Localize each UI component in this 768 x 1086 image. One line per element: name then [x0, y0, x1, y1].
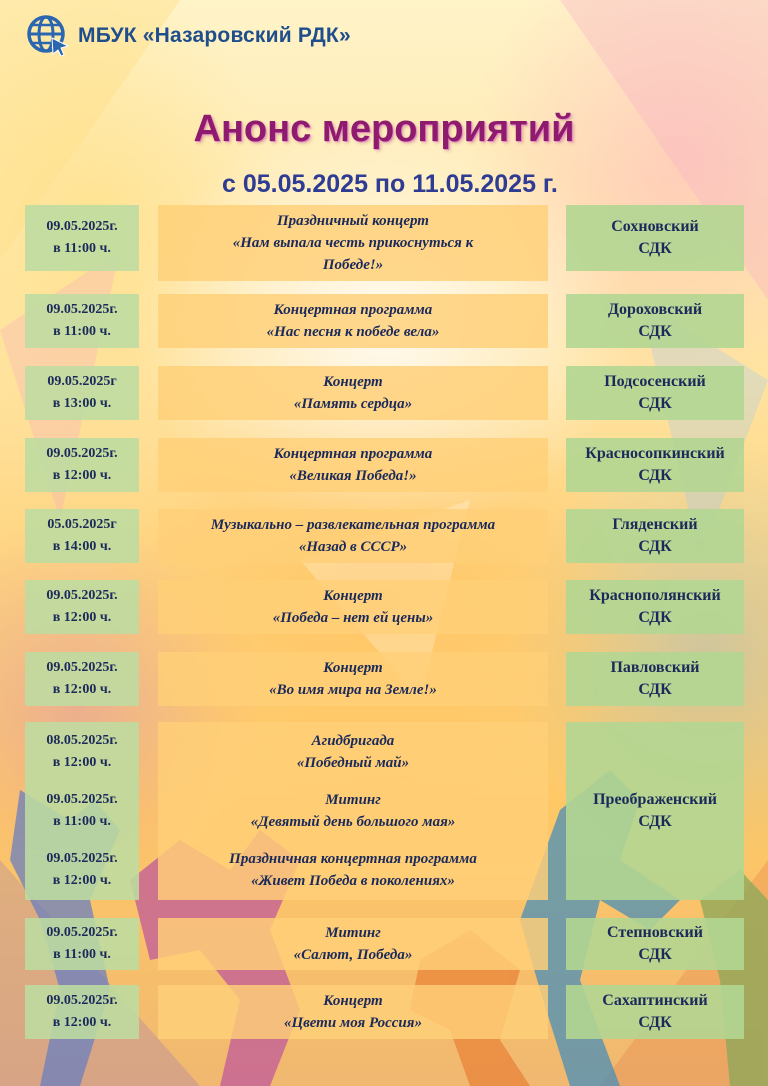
event-date: 09.05.2025г. [46, 791, 118, 807]
event-row [0, 580, 768, 634]
event-row-multi [0, 722, 768, 900]
date-cell [25, 918, 139, 970]
event-time: в 14:00 ч. [52, 539, 112, 554]
venue-cell [566, 722, 744, 900]
event-type: Концерт [323, 660, 383, 676]
event-date: 09.05.2025г. [46, 925, 118, 940]
date-range: с 05.05.2025 по 11.05.2025 г. [222, 170, 558, 198]
venue-cell [566, 652, 744, 706]
event-row [0, 366, 768, 420]
date-cell [25, 985, 139, 1039]
header [26, 14, 351, 58]
event-date: 05.05.2025г [47, 517, 117, 532]
event-title: «Победный май» [296, 754, 410, 771]
event-cell [158, 652, 548, 706]
venue-name: Преображенский [593, 791, 717, 808]
event-title: «Салют, Победа» [293, 947, 413, 963]
event-title: «Великая Победа!» [289, 468, 417, 484]
venue-name: Подсосенский [604, 373, 706, 390]
event-date: 08.05.2025г. [46, 732, 118, 748]
event-cell [158, 918, 548, 970]
venue-cell [566, 509, 744, 563]
event-time: в 12:00 ч. [52, 873, 112, 889]
venue-name: Краснополянский [589, 587, 721, 604]
event-date: 09.05.2025г. [46, 302, 118, 317]
event-type: Агидбригада [311, 732, 395, 749]
venue-type: СДК [638, 609, 672, 626]
date-cell [25, 438, 139, 492]
event-date: 09.05.2025г. [46, 993, 118, 1008]
date-block [46, 730, 117, 774]
event-row [0, 205, 768, 281]
organization-name: МБУК «Назаровский РДК» [78, 24, 351, 47]
event-date: 09.05.2025г. [46, 588, 118, 603]
event-date: 09.05.2025г. [46, 219, 118, 234]
venue-cell [566, 918, 744, 970]
venue-type: СДК [638, 681, 672, 698]
event-cell [158, 985, 548, 1039]
event-type: Концертная программа [273, 446, 433, 462]
venue-type: СДК [638, 538, 672, 555]
venue-cell [566, 438, 744, 492]
date-cell [25, 580, 139, 634]
event-time: в 12:00 ч. [52, 610, 112, 625]
event-time: в 11:00 ч. [53, 324, 111, 339]
venue-name: Степновский [607, 924, 703, 941]
event-cell [158, 509, 548, 563]
venue-name: Дороховский [607, 301, 703, 318]
event-row [0, 985, 768, 1039]
event-title: «Во имя мира на Земле!» [269, 682, 437, 698]
event-type: Концерт [323, 993, 383, 1009]
venue-type: СДК [638, 946, 672, 963]
venue-name: Павловский [610, 659, 700, 676]
event-time: в 12:00 ч. [52, 682, 112, 697]
venue-name: Красносопкинский [585, 445, 725, 462]
event-date: 09.05.2025г. [46, 660, 118, 675]
event-type: Праздничная концертная программа [229, 851, 477, 868]
event-cell [158, 722, 548, 900]
venue-cell [566, 580, 744, 634]
event-row [0, 294, 768, 348]
event-time: в 11:00 ч. [53, 241, 111, 256]
event-type: Праздничный концерт [277, 213, 429, 229]
event-block [297, 730, 409, 774]
venue-type: СДК [638, 467, 672, 484]
venue-type: СДК [638, 240, 672, 257]
venue-cell [566, 366, 744, 420]
event-time: в 11:00 ч. [53, 947, 111, 962]
event-title: «Назад в СССР» [298, 539, 408, 555]
event-cell [158, 438, 548, 492]
event-type: Концерт [323, 374, 383, 390]
event-time: в 11:00 ч. [53, 813, 111, 829]
date-cell [25, 205, 139, 271]
event-title: «Нам выпала честь прикоснуться к [232, 235, 474, 251]
event-title: «Память сердца» [293, 396, 413, 412]
event-title: «Девятый день большого мая» [250, 813, 456, 830]
event-cell [158, 366, 548, 420]
event-row [0, 438, 768, 492]
event-time: в 12:00 ч. [52, 754, 112, 770]
event-time: в 13:00 ч. [52, 396, 112, 411]
event-date: 09.05.2025г. [46, 851, 118, 867]
venue-cell [566, 205, 744, 271]
event-type: Митинг [325, 791, 381, 808]
page-title: Анонс мероприятий [193, 108, 575, 150]
venue-name: Сахаптинский [602, 992, 708, 1009]
venue-cell [566, 985, 744, 1039]
globe-cursor-icon [26, 14, 70, 58]
event-type: Концертная программа [273, 302, 433, 318]
event-cell [158, 580, 548, 634]
event-cell [158, 294, 548, 348]
venue-type: СДК [638, 323, 672, 340]
event-block [229, 848, 477, 892]
event-title-cont: Победе!» [322, 257, 384, 273]
venue-type: СДК [638, 1014, 672, 1031]
event-type: Музыкально – развлекательная программа [210, 517, 496, 533]
venue-type: СДК [638, 813, 672, 830]
event-time: в 12:00 ч. [52, 1015, 112, 1030]
event-type: Митинг [325, 925, 381, 941]
event-cell [158, 205, 548, 281]
date-block [46, 848, 117, 892]
venue-name: Гляденский [612, 516, 698, 533]
event-row [0, 509, 768, 563]
venue-cell [566, 294, 744, 348]
date-cell [25, 652, 139, 706]
event-type: Концерт [323, 588, 383, 604]
event-title: «Победа – нет ей цены» [272, 610, 434, 626]
date-cell [25, 294, 139, 348]
date-cell [25, 366, 139, 420]
event-date: 09.05.2025г [47, 374, 117, 389]
date-cell [25, 509, 139, 563]
event-row [0, 652, 768, 706]
event-title: «Цвети моя Россия» [284, 1015, 422, 1031]
event-row [0, 918, 768, 970]
date-cell [25, 722, 139, 900]
venue-type: СДК [638, 395, 672, 412]
event-time: в 12:00 ч. [52, 468, 112, 483]
event-title: «Нас песня к победе вела» [266, 324, 440, 340]
event-date: 09.05.2025г. [46, 446, 118, 461]
date-block [46, 789, 117, 833]
event-block [251, 789, 456, 833]
venue-name: Сохновский [611, 218, 699, 235]
event-title: «Живет Победа в поколениях» [251, 873, 455, 890]
